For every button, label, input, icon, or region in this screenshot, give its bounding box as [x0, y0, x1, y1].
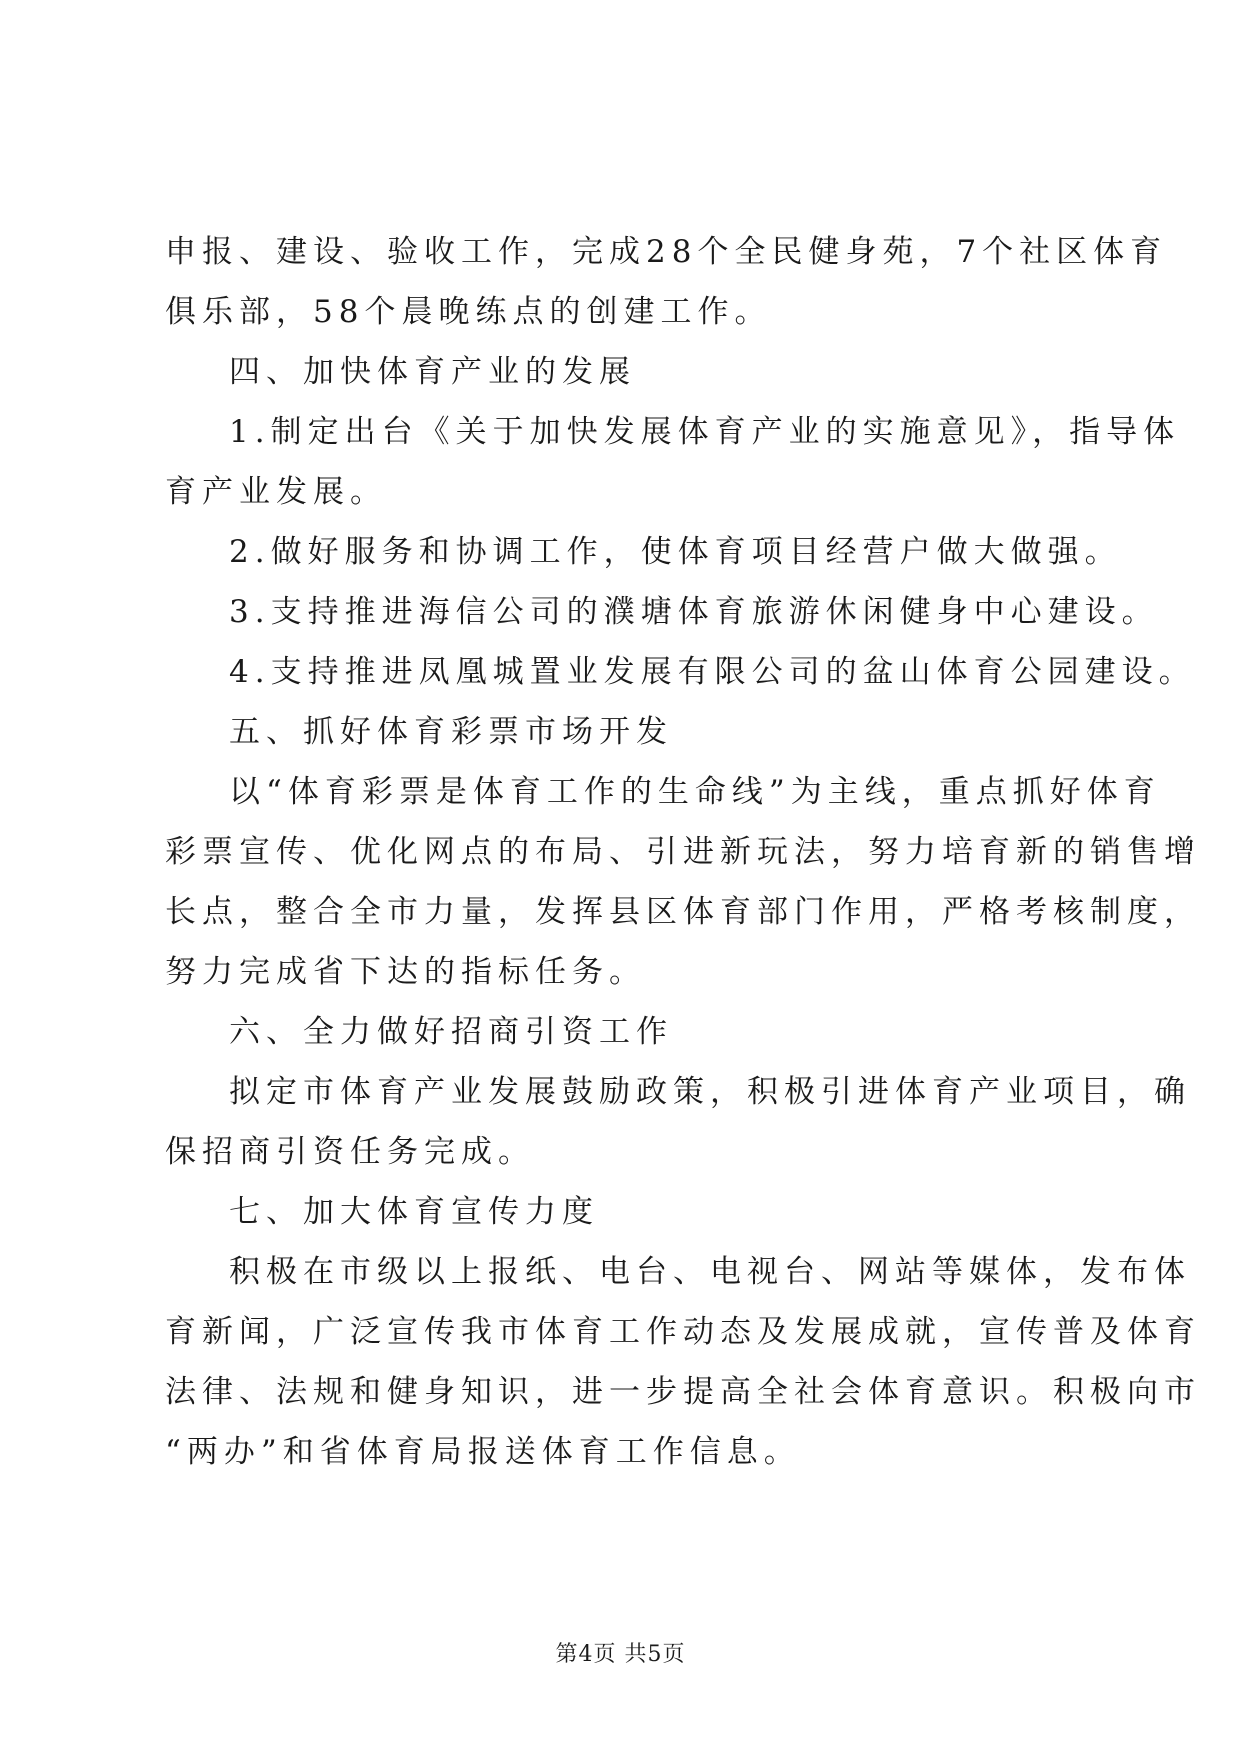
text-line: 保招商引资任务完成。 [165, 1134, 535, 1170]
text-line: 申报、建设、验收工作，完成28个全民健身苑，7个社区体育 [165, 234, 1168, 270]
text-line: 1.制定出台《关于加快发展体育产业的实施意见》，指导体 [229, 414, 1181, 450]
section-heading: 四、加快体育产业的发展 [229, 354, 636, 390]
text-line: 育产业发展。 [165, 474, 387, 510]
text-line: 努力完成省下达的指标任务。 [165, 954, 646, 990]
text-line: 法律、法规和健身知识，进一步提高全社会体育意识。积极向市 [165, 1374, 1201, 1410]
section-heading: 七、加大体育宣传力度 [229, 1194, 599, 1230]
section-heading: 六、全力做好招商引资工作 [229, 1014, 673, 1050]
text-line: 3.支持推进海信公司的濮塘体育旅游休闲健身中心建设。 [229, 594, 1159, 630]
text-line: 育新闻，广泛宣传我市体育工作动态及发展成就，宣传普及体育 [165, 1314, 1201, 1350]
text-line: 拟定市体育产业发展鼓励政策，积极引进体育产业项目，确 [229, 1074, 1191, 1110]
text-line: “两办”和省体育局报送体育工作信息。 [165, 1434, 801, 1470]
page-indicator: 第4页 共5页 [555, 1642, 686, 1667]
text-line: 俱乐部，58个晨晚练点的创建工作。 [165, 294, 772, 330]
text-line: 积极在市级以上报纸、电台、电视台、网站等媒体，发布体 [229, 1254, 1191, 1290]
text-line: 长点，整合全市力量，发挥县区体育部门作用，严格考核制度， [165, 894, 1201, 930]
section-heading: 五、抓好体育彩票市场开发 [229, 714, 673, 750]
text-line: 2.做好服务和协调工作，使体育项目经营户做大做强。 [229, 534, 1122, 570]
text-line: 以“体育彩票是体育工作的生命线”为主线，重点抓好体育 [229, 774, 1161, 810]
text-line: 4.支持推进凤凰城置业发展有限公司的盆山体育公园建设。 [229, 654, 1196, 690]
document-body [165, 222, 1201, 1482]
page-footer [0, 1637, 1241, 1668]
text-line: 彩票宣传、优化网点的布局、引进新玩法，努力培育新的销售增 [165, 834, 1201, 870]
